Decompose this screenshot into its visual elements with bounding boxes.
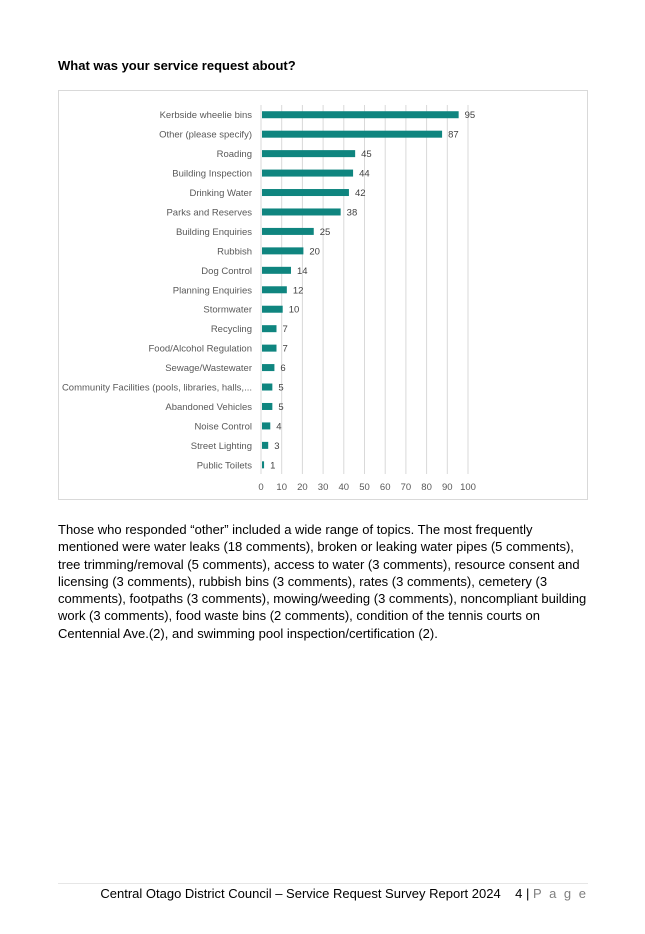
bar-3 [262,170,353,177]
category-label-17: Street Lighting [190,440,252,452]
chart-bars [262,111,459,468]
value-label-18: 1 [270,460,276,472]
service-request-chart [58,90,588,500]
bar-chart-svg [59,91,589,501]
bar-9 [262,286,287,293]
value-label-6: 25 [319,226,331,238]
category-label-0: Kerbside wheelie bins [159,110,252,122]
category-label-6: Building Enquiries [175,226,252,238]
category-label-1: Other (please specify) [159,129,252,141]
value-label-13: 6 [280,363,286,375]
footer-page-word: P a g e [533,886,588,901]
value-label-16: 4 [276,421,282,433]
category-label-9: Planning Enquiries [172,285,252,297]
x-tick-20: 20 [297,482,308,493]
footer-separator: | [526,886,530,901]
section-heading: What was your service request about? [58,58,296,73]
bar-13 [262,364,274,371]
value-label-12: 7 [282,343,288,355]
bar-6 [262,228,314,235]
bar-5 [262,208,341,215]
value-label-0: 95 [464,110,476,122]
x-tick-90: 90 [442,482,453,493]
bar-11 [262,325,276,332]
category-label-5: Parks and Reserves [166,207,252,219]
footer-page-number: 4 [515,886,523,901]
bar-1 [262,131,442,138]
chart-value-labels [270,110,475,471]
category-label-14: Community Facilities (pools, libraries, halls,... [61,382,252,394]
x-tick-0: 0 [258,482,264,493]
value-label-4: 42 [354,188,366,200]
chart-category-labels [62,110,252,471]
bar-8 [262,267,291,274]
value-label-8: 14 [296,265,308,277]
value-label-15: 5 [278,401,284,413]
value-label-14: 5 [278,382,284,394]
value-label-17: 3 [274,440,280,452]
x-tick-70: 70 [400,482,412,493]
category-label-10: Stormwater [203,304,252,316]
category-label-15: Abandoned Vehicles [165,401,252,413]
bar-14 [262,384,272,391]
category-label-2: Roading [216,149,252,161]
category-label-3: Building Inspection [172,168,252,180]
chart-x-ticks [258,482,476,493]
value-label-2: 45 [361,149,372,161]
value-label-9: 12 [292,285,304,297]
value-label-7: 20 [309,246,320,258]
page-footer [58,883,588,901]
category-label-11: Recycling [210,324,252,336]
category-label-18: Public Toilets [196,460,252,472]
category-label-4: Drinking Water [189,188,252,200]
bar-16 [262,422,270,429]
bar-0 [262,111,459,118]
bar-7 [262,247,303,254]
x-tick-40: 40 [338,482,350,493]
x-tick-10: 10 [276,482,287,493]
x-tick-80: 80 [421,482,432,493]
category-label-13: Sewage/Wastewater [165,363,252,375]
bar-18 [262,461,264,468]
value-label-10: 10 [288,304,300,316]
category-label-16: Noise Control [194,421,252,433]
category-label-8: Dog Control [201,265,252,277]
category-label-7: Rubbish [217,246,252,258]
other-responses-paragraph: Those who responded “other” included a wide range of topics. The most frequently mentioned were water leaks (18 comments), broken or leaking water pipes (5 comments), tree trimming/removal (5 comments), access to water (3 comments), resource consent and licensing (3 comments), rubbish bins (3 comments), rates (3 comments), cemetery (3 comments), footpaths (3 comments), mowing/weeding (3 comments), noncompliant building work (3 comments), food waste bins (2 comments), condition of the tennis courts on Centennial Ave.(2), and swimming pool inspection/certification (2). [58,522,587,641]
x-tick-30: 30 [317,482,329,493]
bar-4 [262,189,349,196]
bar-2 [262,150,355,157]
value-label-3: 44 [359,168,370,180]
bar-12 [262,345,276,352]
value-label-1: 87 [448,129,459,141]
bar-17 [262,442,268,449]
bar-15 [262,403,272,410]
value-label-5: 38 [346,207,358,219]
footer-title: Central Otago District Council – Service Request Survey Report 2024 [100,886,501,901]
x-tick-60: 60 [379,482,391,493]
x-tick-50: 50 [359,482,370,493]
x-tick-100: 100 [460,482,476,493]
category-label-12: Food/Alcohol Regulation [148,343,252,355]
value-label-11: 7 [282,324,288,336]
bar-10 [262,306,283,313]
